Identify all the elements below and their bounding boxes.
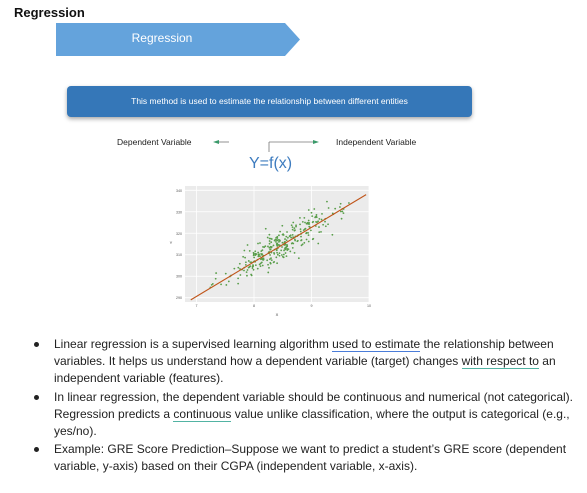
scatter-point	[298, 257, 300, 259]
scatter-point	[318, 231, 320, 233]
bullet-dot-icon	[34, 395, 39, 400]
bullet-item	[34, 441, 574, 475]
scatter-point	[257, 243, 259, 245]
scatter-point	[281, 225, 283, 227]
scatter-point	[297, 240, 299, 242]
scatter-point	[278, 244, 280, 246]
scatter-point	[277, 254, 279, 256]
bullet-text-segment: the relationship between variables. It helps us understand how a dependent variable (target) changes	[54, 337, 554, 369]
scatter-point	[281, 254, 283, 256]
scatter-point	[260, 265, 262, 267]
scatter-point	[286, 239, 288, 241]
scatter-point	[320, 231, 322, 233]
scatter-point	[225, 273, 227, 275]
scatter-point	[316, 214, 318, 216]
scatter-point	[258, 255, 260, 257]
page-heading: Regression	[14, 5, 85, 20]
scatter-point	[237, 277, 239, 279]
scatter-point	[299, 217, 301, 219]
scatter-point	[328, 207, 330, 209]
scatter-point	[308, 234, 310, 236]
scatter-point	[291, 224, 293, 226]
scatter-point	[267, 272, 269, 274]
scatter-point	[290, 234, 292, 236]
scatter-point	[280, 249, 282, 251]
scatter-point	[269, 262, 271, 264]
scatter-point	[268, 267, 270, 269]
scatter-point	[266, 259, 268, 261]
banner-label: Regression	[131, 31, 193, 45]
scatter-point	[237, 267, 239, 269]
y-tick-label: 290	[176, 296, 182, 301]
scatter-point	[246, 275, 248, 277]
scatter-point	[286, 248, 288, 250]
bullet-item	[34, 336, 574, 388]
bullet-text-segment: Linear regression is a supervised learning algorithm	[54, 337, 333, 351]
y-tick-label: 330	[176, 210, 182, 215]
scatter-point	[284, 238, 286, 240]
scatter-point	[239, 274, 241, 276]
scatter-point	[306, 232, 308, 234]
scatter-point	[233, 268, 235, 270]
scatter-point	[243, 270, 245, 272]
bullet-dot-icon	[34, 447, 39, 452]
scatter-point	[279, 252, 281, 254]
scatter-point	[239, 263, 241, 265]
variable-connector	[205, 137, 325, 155]
scatter-point	[275, 256, 277, 258]
scatter-point	[315, 216, 317, 218]
scatter-point	[311, 215, 313, 217]
bullet-text-segment: continuous	[173, 406, 232, 421]
scatter-point	[292, 226, 294, 228]
scatter-point	[304, 222, 306, 224]
scatter-point	[273, 245, 275, 247]
scatter-point	[295, 226, 297, 228]
scatter-point	[331, 234, 333, 236]
scatter-point	[276, 262, 278, 264]
bullet-text-segment: with respect to	[461, 354, 539, 369]
scatter-point	[267, 237, 269, 239]
scatter-point	[264, 245, 266, 247]
scatter-point	[339, 206, 341, 208]
scatter-point	[257, 268, 259, 270]
scatter-point	[273, 253, 275, 255]
scatter-point	[299, 223, 301, 225]
scatter-point	[276, 239, 278, 241]
scatter-point	[286, 245, 288, 247]
scatter-point	[249, 265, 251, 267]
scatter-point	[254, 250, 256, 252]
scatter-point	[313, 208, 315, 210]
y-tick-label: 300	[176, 274, 182, 279]
scatter-point	[253, 269, 255, 271]
scatter-point	[247, 269, 249, 271]
scatter-point	[340, 203, 342, 205]
scatter-point	[310, 229, 312, 231]
scatter-point	[312, 221, 314, 223]
scatter-point	[279, 240, 281, 242]
scatter-point	[269, 240, 271, 242]
scatter-point	[308, 222, 310, 224]
scatter-point	[267, 246, 269, 248]
scatter-point	[242, 256, 244, 258]
scatter-point	[294, 240, 296, 242]
scatter-point	[317, 220, 319, 222]
bullet-text-segment: In linear regression, the dependent variable should be continuous and numerical (not categorical). Regression predicts a	[54, 389, 573, 421]
scatter-point	[252, 265, 254, 267]
scatter-point	[286, 255, 288, 257]
scatter-point	[246, 271, 248, 273]
scatter-point	[343, 212, 345, 214]
scatter-point	[262, 246, 264, 248]
y-tick-label: 310	[176, 253, 182, 258]
scatter-point	[285, 236, 287, 238]
scatter-point	[247, 244, 249, 246]
scatter-point	[285, 248, 287, 250]
bullet-item	[34, 389, 574, 441]
scatter-point	[277, 239, 279, 241]
y-tick-label: 320	[176, 231, 182, 236]
scatter-point	[321, 213, 323, 215]
scatter-point	[303, 217, 305, 219]
scatter-point	[340, 211, 342, 213]
scatter-point	[341, 218, 343, 220]
bullet-text-segment: an independent variable (features).	[54, 354, 556, 386]
scatter-point	[318, 218, 320, 220]
scatter-point	[311, 212, 313, 214]
x-tick-label: 10	[367, 304, 371, 308]
scatter-point	[305, 228, 307, 230]
scatter-point	[327, 223, 329, 225]
scatter-point	[282, 242, 284, 244]
scatter-point	[348, 202, 350, 204]
regression-formula: Y=f(x)	[249, 155, 293, 172]
scatter-point	[279, 255, 281, 257]
scatter-point	[249, 250, 251, 252]
scatter-point	[302, 243, 304, 245]
scatter-point	[265, 228, 267, 230]
scatter-point	[215, 278, 217, 280]
scatter-point	[283, 256, 285, 258]
scatter-point	[317, 243, 319, 245]
scatter-plot-svg	[165, 180, 375, 318]
scatter-point	[334, 208, 336, 210]
scatter-point	[215, 272, 217, 274]
scatter-point	[270, 246, 272, 248]
scatter-point	[253, 253, 255, 255]
scatter-point	[293, 227, 295, 229]
scatter-point	[220, 284, 222, 286]
scatter-point	[270, 248, 272, 250]
scatter-point	[271, 259, 273, 261]
scatter-point	[285, 252, 287, 254]
scatter-point	[324, 221, 326, 223]
scatter-point	[292, 229, 294, 231]
x-tick-label: 9	[310, 304, 313, 308]
scatter-point	[325, 225, 327, 227]
scatter-point	[289, 251, 291, 253]
scatter-point	[248, 260, 250, 262]
scatter-point	[300, 228, 302, 230]
scatter-point	[244, 257, 246, 259]
scatter-point	[261, 262, 263, 264]
bullet-text-segment: Example: GRE Score Prediction–Suppose we want to predict a student’s GRE score (dependent variable, y-axis) based on their CGPA (independent variable, x-axis).	[54, 442, 567, 474]
scatter-point	[237, 283, 239, 285]
scatter-point	[212, 283, 214, 285]
scatter-point	[254, 253, 256, 255]
scatter-point	[255, 264, 257, 266]
scatter-point	[279, 231, 281, 233]
scatter-point	[286, 231, 288, 233]
bullet-list	[34, 336, 574, 477]
scatter-point	[308, 220, 310, 222]
scatter-point	[269, 243, 271, 245]
scatter-point	[276, 237, 278, 239]
scatter-point	[267, 264, 269, 266]
scatter-point	[294, 252, 296, 254]
scatter-point	[292, 247, 294, 249]
scatter-point	[281, 246, 283, 248]
scatter-point	[294, 229, 296, 231]
scatter-point	[271, 238, 273, 240]
scatter-point	[276, 252, 278, 254]
scatter-point	[261, 249, 263, 251]
scatter-point	[318, 226, 320, 228]
bullet-text-segment: used to estimate	[332, 337, 421, 351]
scatter-point	[269, 254, 271, 256]
scatter-point	[258, 253, 260, 255]
bullet-dot-icon	[34, 342, 39, 347]
dependent-variable-label: Dependent Variable	[117, 137, 192, 147]
scatter-point	[300, 231, 302, 233]
scatter-point	[292, 243, 294, 245]
scatter-point	[308, 241, 310, 243]
x-axis-label: X	[275, 312, 279, 317]
scatter-point	[326, 201, 328, 203]
x-tick-label: 8	[253, 304, 255, 308]
description-box: This method is used to estimate the relationship between different entities	[67, 86, 472, 117]
scatter-point	[300, 236, 302, 238]
scatter-point	[225, 284, 227, 286]
scatter-point	[283, 254, 285, 256]
scatter-point	[278, 234, 280, 236]
x-tick-label: 7	[195, 304, 198, 308]
scatter-point	[276, 249, 278, 251]
scatter-point	[287, 237, 289, 239]
y-tick-label: 340	[176, 188, 182, 193]
scatter-point	[322, 224, 324, 226]
scatter-point	[275, 241, 277, 243]
scatter-point	[312, 238, 314, 240]
scatter-point	[259, 242, 261, 244]
scatter-point	[308, 209, 310, 211]
scatter-point	[302, 221, 304, 223]
scatter-point	[282, 233, 284, 235]
y-axis-label: Y	[169, 240, 173, 245]
scatter-plot	[165, 180, 375, 318]
scatter-point	[262, 265, 264, 267]
scatter-point	[268, 234, 270, 236]
scatter-point	[250, 274, 252, 276]
scatter-point	[263, 257, 265, 259]
scatter-point	[292, 234, 294, 236]
scatter-point	[303, 242, 305, 244]
scatter-point	[273, 261, 275, 263]
independent-variable-label: Independent Variable	[336, 137, 417, 147]
scatter-point	[245, 261, 247, 263]
scatter-point	[257, 252, 259, 254]
scatter-point	[228, 281, 230, 283]
scatter-point	[243, 250, 245, 252]
scatter-point	[290, 237, 292, 239]
scatter-point	[270, 257, 272, 259]
bullet-text-segment: value unlike classification, where the output is categorical (e.g., yes/no).	[54, 406, 570, 439]
scatter-point	[341, 211, 343, 213]
scatter-point	[301, 239, 303, 241]
scatter-point	[245, 264, 247, 266]
scatter-point	[292, 222, 294, 224]
scatter-point	[270, 241, 272, 243]
scatter-point	[253, 257, 255, 259]
scatter-point	[306, 239, 308, 241]
scatter-point	[321, 219, 323, 221]
scatter-point	[260, 253, 262, 255]
regression-banner	[56, 23, 300, 56]
